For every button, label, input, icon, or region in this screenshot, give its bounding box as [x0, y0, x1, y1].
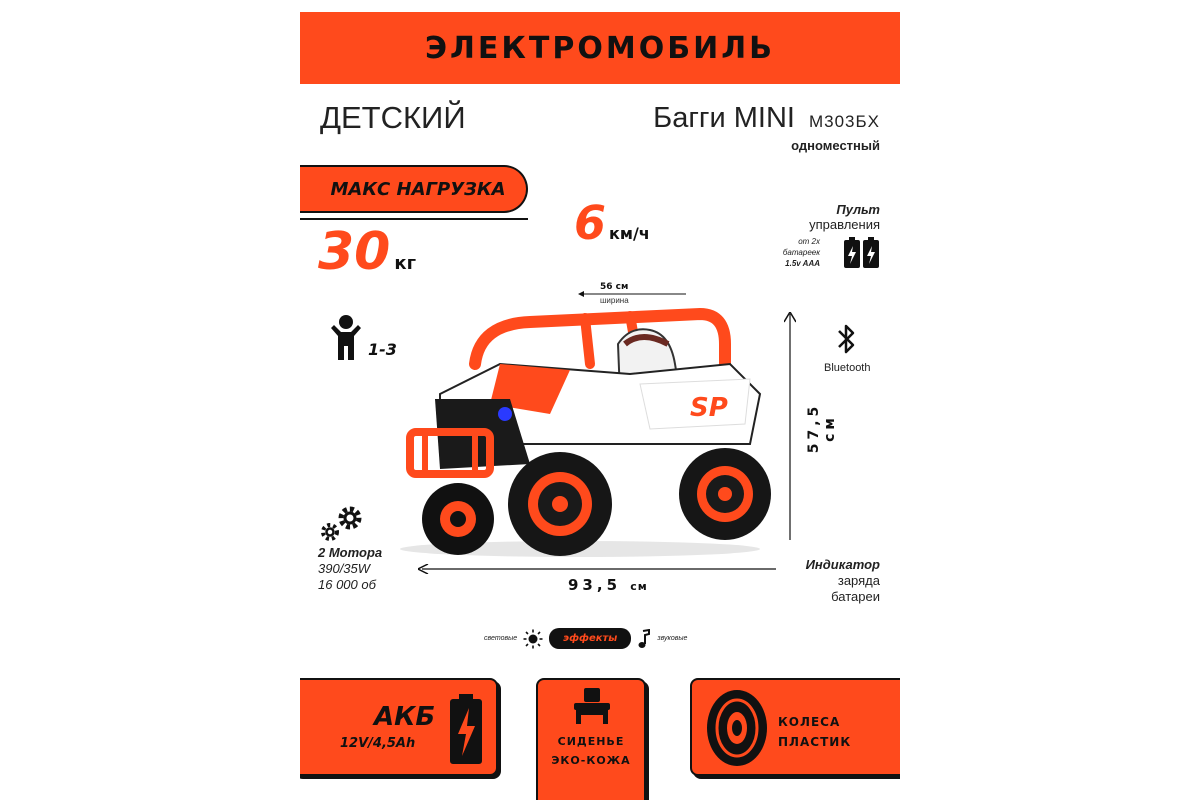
- width-value: 56 см: [600, 282, 629, 292]
- product-poster: [300, 0, 900, 800]
- music-note-icon: [637, 629, 651, 649]
- child-icon: [328, 314, 364, 362]
- remote-note-2: батареек: [782, 248, 820, 257]
- seat-card: [536, 678, 646, 800]
- seat-line2: ЭКО-КОЖА: [551, 754, 631, 767]
- remote-info: [750, 202, 880, 268]
- speed-value: [574, 196, 650, 250]
- width-arrow: [578, 290, 688, 298]
- product-name: Багги MINI: [653, 102, 795, 134]
- battery-icon: [448, 694, 484, 766]
- product-code: M303БX: [808, 112, 880, 131]
- battery-card: [300, 678, 498, 776]
- width-label: ширина: [600, 296, 629, 305]
- effects-pill: эффекты: [549, 628, 631, 649]
- length-number: 93,5: [568, 576, 622, 594]
- buggy-image: [380, 304, 780, 564]
- speed-number: 6: [574, 196, 607, 250]
- length-value: [568, 576, 648, 594]
- product-model: [653, 102, 880, 135]
- wheels-card: [690, 678, 900, 776]
- height-value: 57,5 см: [806, 402, 838, 454]
- seat-line1: СИДЕНЬЕ: [557, 735, 625, 748]
- max-load-label: МАКС НАГРУЗКА: [330, 178, 506, 200]
- remote-note: [740, 236, 820, 269]
- tire-icon: [704, 686, 770, 770]
- wheels-line2: ПЛАСТИК: [778, 735, 852, 749]
- load-unit: кг: [394, 253, 416, 274]
- motors-info: [318, 545, 382, 593]
- remote-title: Пульт: [836, 202, 880, 217]
- sun-icon: [523, 629, 543, 649]
- gears-icon: [318, 504, 368, 544]
- seat-label: [538, 732, 644, 770]
- wheels-line1: КОЛЕСА: [778, 715, 841, 729]
- header-banner: [300, 12, 900, 84]
- height-arrow: [784, 312, 796, 542]
- load-number: 30: [318, 222, 391, 282]
- max-load-badge: [300, 165, 528, 213]
- remote-note-3: 1.5v AAA: [785, 259, 820, 268]
- battery-indicator-info: [806, 557, 880, 605]
- remote-subtitle: управления: [809, 217, 880, 232]
- light-effects-label: световые: [484, 635, 518, 642]
- battery-remote-icon: [842, 236, 882, 270]
- indicator-title: Индикатор: [805, 557, 880, 572]
- page-title: ЭЛЕКТРОМОБИЛЬ: [424, 30, 775, 66]
- remote-note-1: от 2х: [798, 237, 820, 246]
- divider: [300, 218, 528, 220]
- length-unit: см: [630, 580, 648, 593]
- motors-title: 2 Мотора: [318, 545, 383, 560]
- age-range: 1-3: [368, 340, 397, 359]
- motors-rpm: 16 000 об: [318, 577, 376, 592]
- seats-label: одноместный: [791, 138, 880, 153]
- seat-icon: [572, 686, 612, 726]
- bluetooth-icon: [836, 322, 858, 356]
- effects-row: [484, 628, 687, 649]
- battery-title: АКБ: [374, 702, 436, 732]
- bluetooth-label: Bluetooth: [824, 362, 871, 374]
- indicator-line3: батареи: [831, 589, 880, 604]
- product-type: ДЕТСКИЙ: [320, 100, 466, 135]
- speed-unit: км/ч: [609, 224, 650, 243]
- length-arrow: [418, 564, 778, 574]
- max-load-value: [318, 222, 416, 282]
- indicator-line2: заряда: [837, 573, 880, 588]
- wheels-label: [778, 712, 851, 752]
- motors-power: 390/35W: [318, 561, 371, 576]
- sound-effects-label: звуковые: [657, 635, 688, 642]
- svg-text:SP: SP: [690, 393, 728, 423]
- battery-spec: 12V/4,5Ah: [340, 736, 416, 751]
